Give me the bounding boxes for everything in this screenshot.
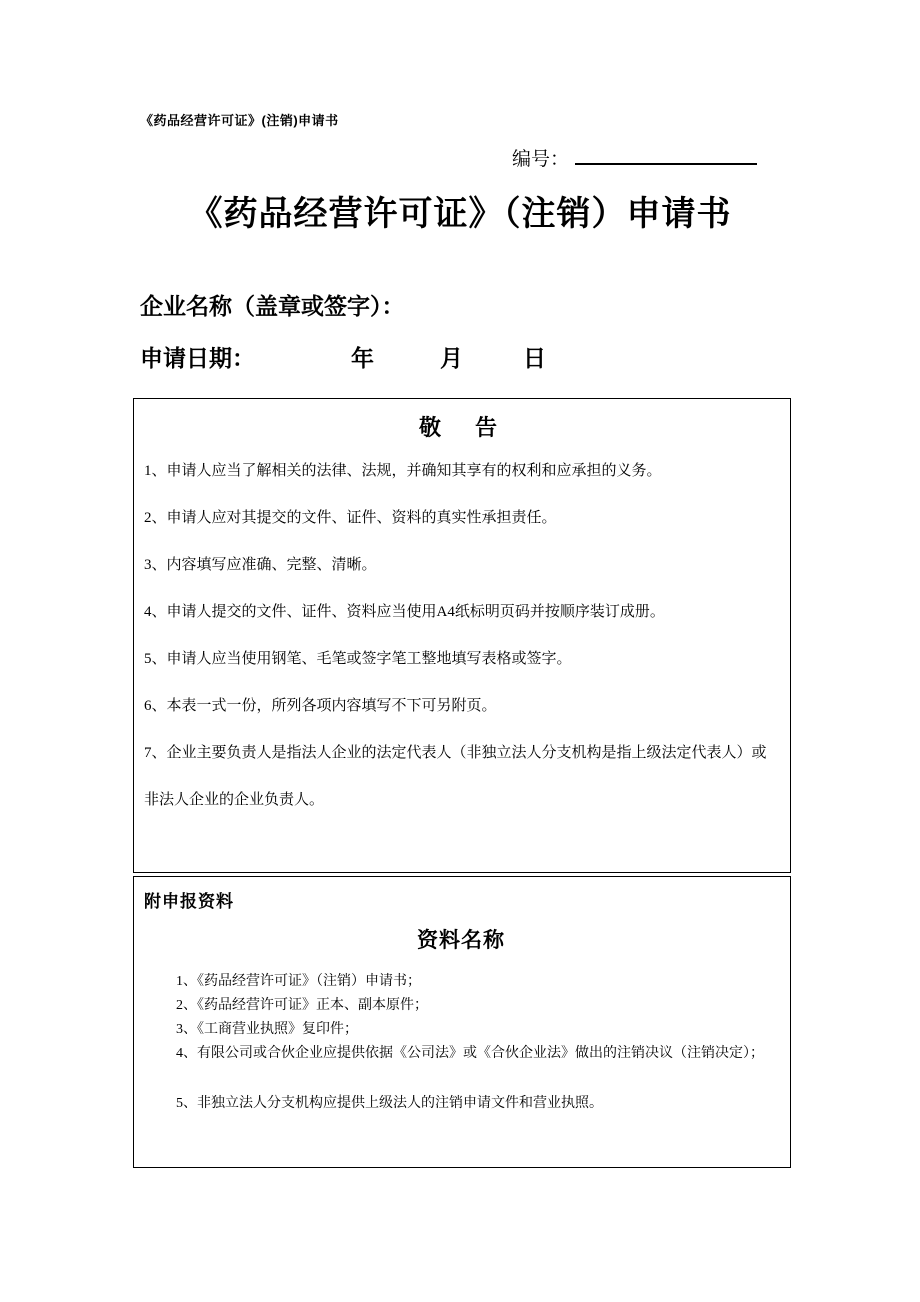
attachment-title: 资料名称 bbox=[417, 928, 505, 952]
notice-item-2: 2、申请人应对其提交的文件、证件、资料的真实性承担责任。 bbox=[144, 510, 557, 526]
date-month-unit: 月 bbox=[440, 345, 463, 371]
attachment-item-2: 2、《药品经营许可证》正本、副本原件； bbox=[176, 998, 428, 1013]
number-row bbox=[512, 144, 757, 171]
notice-box bbox=[133, 398, 791, 873]
company-name-line: 企业名称（盖章或签字）： bbox=[140, 293, 405, 319]
number-label: 编号： bbox=[512, 149, 570, 170]
attachment-item-1: 1、《药品经营许可证》（注销）申请书； bbox=[176, 974, 421, 989]
notice-item-7: 7、企业主要负责人是指法人企业的法定代表人（非独立法人分支机构是指上级法定代表人）或非法人企业的企业负责人。 bbox=[144, 745, 767, 808]
date-year-unit: 年 bbox=[351, 345, 374, 371]
date-day-unit: 日 bbox=[523, 345, 546, 371]
notice-title: 敬 告 bbox=[418, 415, 503, 440]
attachment-item-3: 3、《工商营业执照》复印件； bbox=[176, 1022, 358, 1037]
notice-item-6: 6、本表一式一份，所列各项内容填写不下可另附页。 bbox=[144, 698, 497, 714]
application-date-line bbox=[140, 340, 546, 373]
number-blank-line[interactable] bbox=[575, 145, 757, 165]
page-title: 《药品经营许可证》（注销）申请书 bbox=[188, 195, 732, 233]
notice-item-3: 3、内容填写应准确、完整、清晰。 bbox=[144, 557, 377, 573]
notice-item-5: 5、申请人应当使用钢笔、毛笔或签字笔工整地填写表格或签字。 bbox=[144, 651, 572, 667]
attachment-item-5: 5、非独立法人分支机构应提供上级法人的注销申请文件和营业执照。 bbox=[176, 1096, 603, 1111]
attachment-item-4: 4、有限公司或合伙企业应提供依据《公司法》或《合伙企业法》做出的注销决议（注销决定）； bbox=[176, 1046, 764, 1061]
doc-header-label: 《药品经营许可证》(注销)申请书 bbox=[140, 113, 339, 128]
notice-item-4: 4、申请人提交的文件、证件、资料应当使用A4纸标明页码并按顺序装订成册。 bbox=[144, 604, 665, 620]
notice-item-1: 1、申请人应当了解相关的法律、法规，并确知其享有的权利和应承担的义务。 bbox=[144, 463, 662, 479]
attachment-box bbox=[133, 876, 791, 1168]
attachment-header: 附申报资料 bbox=[144, 892, 234, 911]
date-label: 申请日期： bbox=[140, 345, 255, 371]
